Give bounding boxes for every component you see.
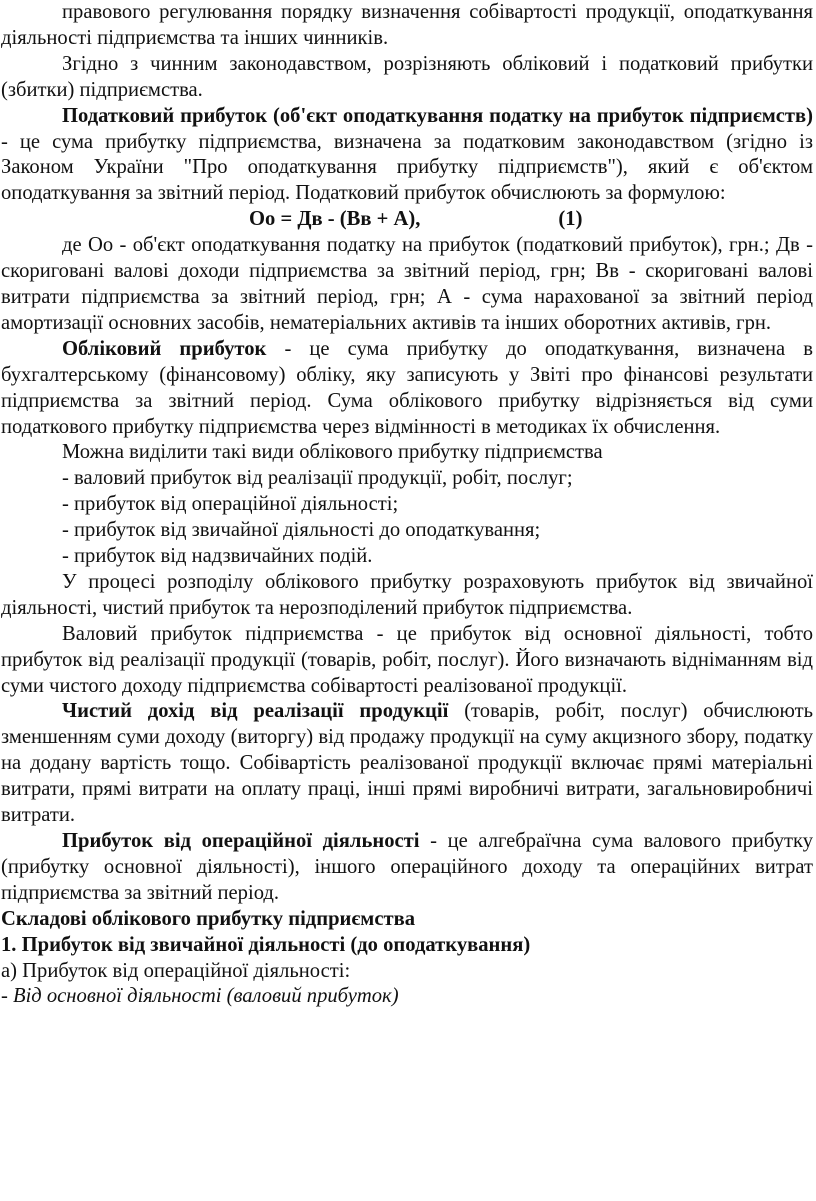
operating-profit-definition: - це алгебраїчна сума валового прибутку (прибутку основної діяльності), іншого операційного доходу та операційних витрат підприємства за звітний період. [1, 830, 813, 904]
paragraph-profit-distribution: У процесі розподілу облікового прибутку розраховують прибуток від звичайної діяльності, чистий прибуток та нерозподілений прибуток підприємства. [1, 570, 813, 619]
net-revenue-definition: (товарів, робіт, послуг) обчислюють зменшенням суми доходу (виторгу) від продажу продукції на суму акцизного збору, податку на додану вартість тощо. Собівартість реалізованої продукції включає прямі матеріальні витрати, прямі витрати на оплату праці, інші прямі виробничі витрати, загальновиробничі витрати. [1, 700, 813, 827]
sub-item-operating: а) Прибуток від операційної діяльності: [1, 959, 351, 982]
paragraph-gross-profit: Валовий прибуток підприємства - це прибуток від основної діяльності, тобто прибуток від реалізації продукції (товарів, робіт, послуг). Його визначають відніманням від суми чистого доходу підприємства собівартості реалізованої продукції. [1, 622, 813, 697]
paragraph-operating-profit [1, 829, 813, 907]
list-item-extraordinary-profit: - прибуток від надзвичайних подій. [62, 545, 373, 568]
tax-profit-definition: - це сума прибутку підприємства, визначена за податковим законодавством (згідно із Законом України "Про оподаткування прибутку підприємств"), який є об'єктом оподаткування за звітний період. Податковий прибуток обчислюють за формулою: [1, 130, 813, 205]
accounting-profit-definition: - це сума прибутку до оподаткування, визначена в бухгалтерському (фінансовому) обліку, яку записують у Звіті про фінансові результати підприємства за звітний період. Сума облікового прибутку відрізняється від суми податкового прибутку підприємства через відмінності в методиках їх обчислення. [1, 337, 813, 438]
term-operating-profit: Прибуток від операційної діяльності [62, 830, 420, 852]
subheading-text: 1. Прибуток від звичайної діяльності (до оподаткування) [1, 933, 531, 956]
sub-item-main-activity-text: - Від основної діяльності (валовий прибуток) [1, 985, 399, 1008]
sub-item-main-activity [1, 984, 813, 1010]
paragraph-formula-legend: де Оо - об'єкт оподаткування податку на прибуток (податковий прибуток), грн.; Дв - скориговані валові доходи підприємства за звітний період, грн; Вв - скориговані валові витрати підприємства за звітний період, грн; А - сума нарахованої за звітний період амортизації основних засобів, нематеріальних активів та інших оборотних активів, грн. [1, 234, 813, 334]
paragraph-net-revenue [1, 699, 813, 829]
paragraph-accounting-profit [1, 337, 813, 441]
formula-line [1, 207, 813, 233]
term-accounting-profit: Обліковий прибуток [62, 337, 267, 360]
paragraph-intro-continuation: правового регулювання порядку визначення собівартості продукції, оподаткування діяльності підприємства та інших чинників. [1, 1, 813, 49]
list-item-ordinary-profit: - прибуток від звичайної діяльності до оподаткування; [62, 519, 541, 542]
term-tax-profit: Податковий прибуток (об'єкт оподаткування податку на прибуток підприємств) [62, 104, 813, 127]
list-item-gross-profit: - валовий прибуток від реалізації продукції, робіт, послуг; [62, 467, 573, 490]
subheading-ordinary-activity [1, 933, 813, 959]
formula-number: (1) [558, 208, 583, 231]
section-heading-text: Складові облікового прибутку підприємства [1, 907, 415, 930]
formula-expression: Оо = Дв - (Вв + А), [249, 208, 421, 231]
section-heading-components [1, 907, 813, 933]
paragraph-profit-types: Згідно з чинним законодавством, розрізняють обліковий і податковий прибутки (збитки) підприємства. [1, 52, 813, 101]
paragraph-profit-kinds-intro: Можна виділити такі види облікового прибутку підприємства [62, 441, 603, 464]
list-item-operating-profit: - прибуток від операційної діяльності; [62, 493, 399, 516]
term-net-revenue: Чистий дохід від реалізації продукції [62, 700, 449, 723]
paragraph-tax-profit [1, 104, 813, 208]
